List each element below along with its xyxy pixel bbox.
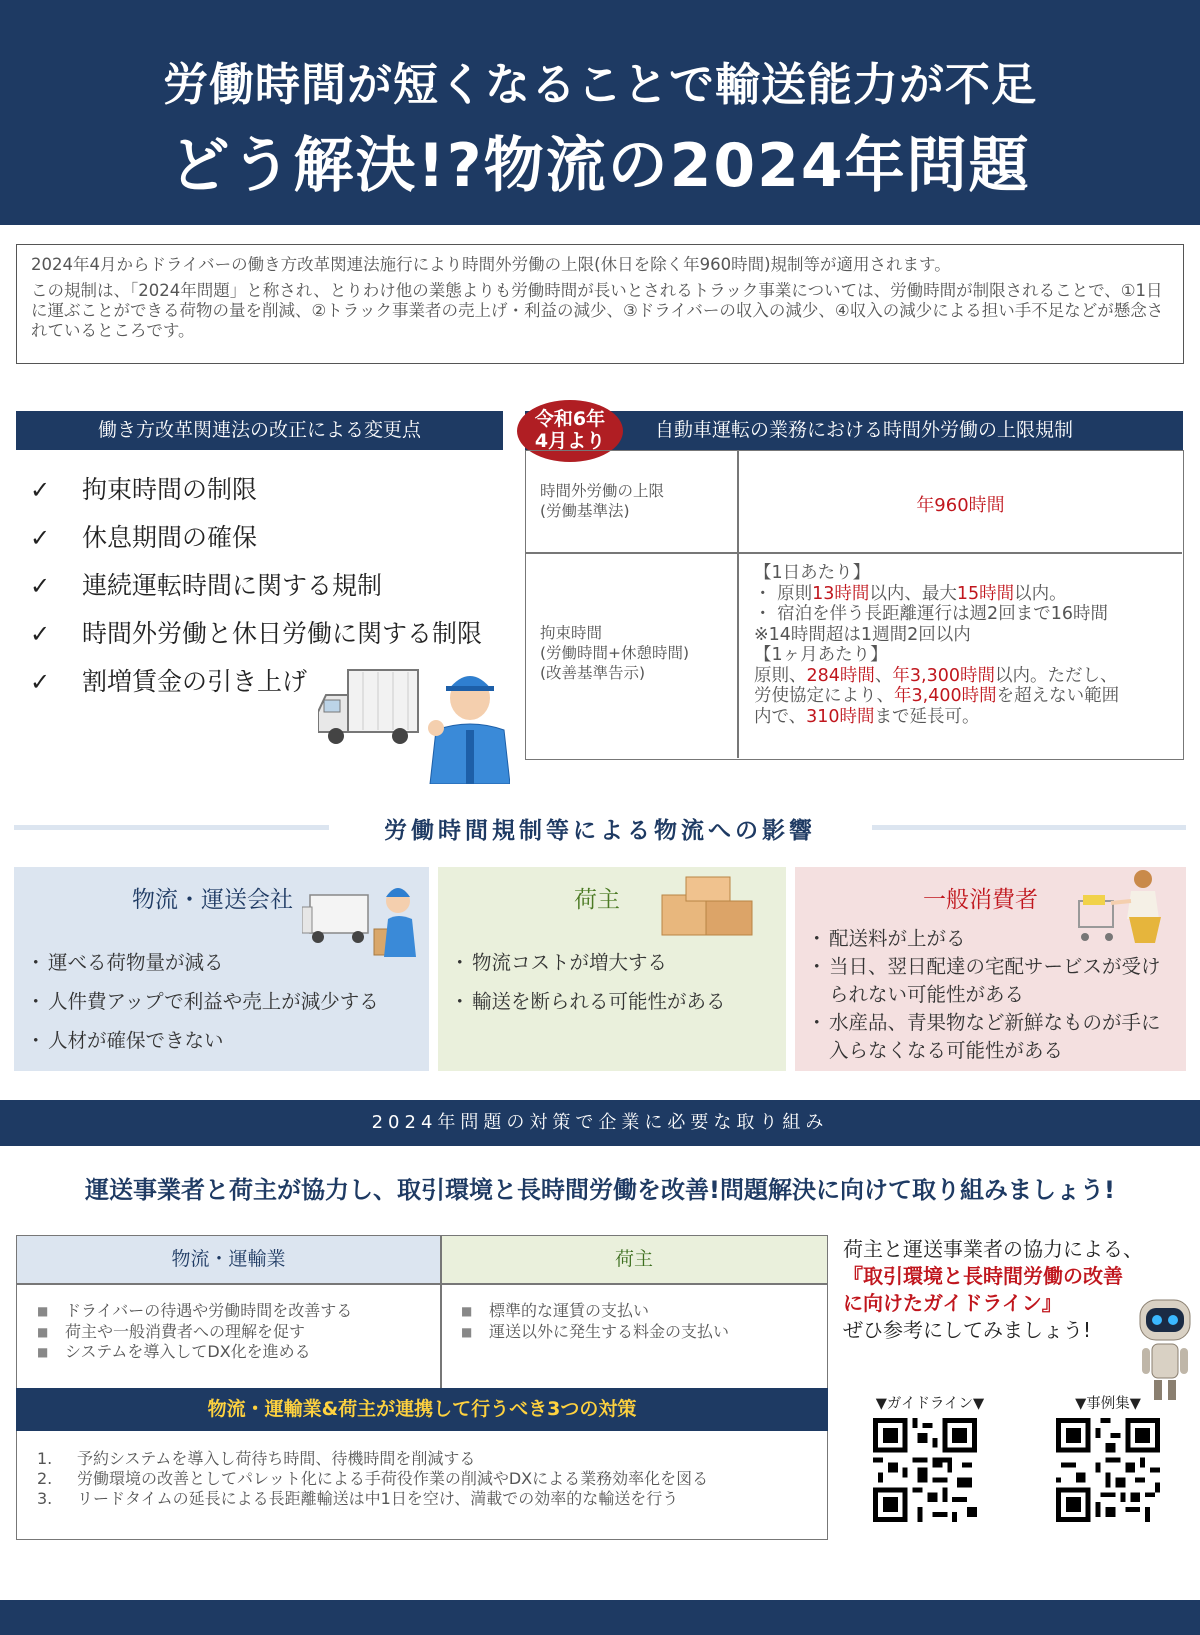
qr-guideline-label: ▼ガイドライン▼ [875,1396,985,1412]
footer-bar [0,1600,1200,1635]
measures-col-shipper-header: 荷主 [441,1236,827,1283]
shipper-measures-list [461,1301,729,1342]
intro-box [16,244,1184,364]
list-item: 3. リードタイムの延長による長距離輸送は中1日を空け、満載での効率的な輸送を行う [37,1489,679,1508]
impact-section-title: 労働時間規制等による物流への影響 [0,812,1200,842]
list-item: ・ 物流コストが増大する [450,943,726,982]
guideline-promo: 荷主と運送事業者の協力による、 『取引環境と長時間労働の改善 に向けたガイドライン』 ぜひ参考にしてみましょう! [843,1237,1143,1342]
checklist-item: ✓ 拘束時間の制限 [30,466,510,514]
call-to-action: 運送事業者と荷主が協力し、取引環境と長時間労働を改善!問題解決に向けて取り組みましょう! [85,1176,1115,1204]
qr-code-cases[interactable] [1056,1418,1160,1522]
list-item: ■ システムを導入してDX化を進める [37,1342,352,1363]
effective-date-badge: 令和6年 4月より [517,400,623,462]
logistics-impact-list [26,943,379,1060]
list-item: 2. 労働環境の改善としてパレット化による手荷役作業の削減やDXによる業務効率化を図る [37,1469,709,1488]
intro-paragraph-1: 2024年4月からドライバーの働き方改革関連法施行により時間外労働の上限(休日を除く年960時間)規制等が適用されます。 [31,255,951,274]
overtime-limit-value: 年960時間 [916,495,1005,516]
qr-cases-label: ▼事例集▼ [1075,1396,1141,1412]
header-title-line2: どう解決!?物流の2024年問題 [169,131,1031,201]
check-icon: ✓ [30,620,51,648]
consumer-impact-list [807,925,1173,1065]
logistics-measures-list [37,1301,352,1363]
qr-code-guideline[interactable] [873,1418,977,1522]
check-icon: ✓ [30,668,51,696]
list-item: ・ 配送料が上がる [807,925,1173,953]
list-item: ■ ドライバーの待遇や労働時間を改善する [37,1301,352,1322]
regulation-table [525,450,1184,760]
robot-mascot-icon [1132,1296,1198,1404]
header-title-line1: 労働時間が短くなることで輸送能力が不足 [162,58,1037,111]
overtime-limit-label: 時間外労働の上限 (労働基準法) [540,482,665,520]
checklist-item: ✓ 休息期間の確保 [30,514,510,562]
joint-measures-title: 物流・運輸業&荷主が連携して行うべき3つの対策 [16,1388,828,1431]
list-item: ・ 人材が確保できない [26,1021,379,1060]
impact-panel-shipper [438,867,786,1071]
checklist-item: ✓ 時間外労働と休日労働に関する制限 [30,610,510,658]
checklist-item: ✓ 連続運転時間に関する規制 [30,562,510,610]
panel-title: 一般消費者 [923,887,1038,913]
binding-time-label: 拘束時間 (労働時間+休憩時間) (改善基準告示) [540,624,690,682]
measures-table [16,1235,828,1389]
changes-title: 働き方改革関連法の改正による変更点 [16,411,503,450]
list-item: ・ 運べる荷物量が減る [26,943,379,982]
list-item: ■ 標準的な運賃の支払い [461,1301,729,1322]
list-item: ・ 当日、翌日配達の宅配サービスが受けられない可能性がある [807,953,1173,1009]
binding-time-value: 【1日あたり】 ・ 原則13時間以内、最大15時間以内。 ・ 宿泊を伴う長距離運行は週2回まで16時間 ※14時間超は1週間2回以内 【1ヶ月あたり】 原則、284時間、年3,300時間以内。ただし、 労使協定により、年3,400時間を超えない範囲 内で、310時間まで延長可。 [754,563,1120,727]
joint-measures-box [16,1431,828,1540]
check-icon: ✓ [30,524,51,552]
list-item: ・ 水産品、青果物など新鮮なものが手に入らなくなる可能性がある [807,1009,1173,1065]
list-item: ・ 人件費アップで利益や売上が減少する [26,982,379,1021]
list-item: ■ 運送以外に発生する料金の支払い [461,1322,729,1343]
truck-driver-illustration [318,660,510,784]
list-item: ■ 荷主や一般消費者への理解を促す [37,1322,352,1343]
joint-measures-list [37,1449,827,1509]
impact-panel-logistics [14,867,429,1071]
check-icon: ✓ [30,572,51,600]
list-item: 1. 予約システムを導入し荷待ち時間、待機時間を削減する [37,1449,476,1468]
panel-title: 荷主 [574,887,620,913]
intro-paragraph-2: この規制は、「2024年問題」と称され、とりわけ他の業態よりも労働時間が長いとされるトラック事業については、労働時間が制限されることで、①1日に運ぶことができる荷物の量を削減、②トラック事業者の売上げ・利益の減少、③ドライバーの収入の減少、④収入の減少による担い手不足などが懸念されているところです。 [31,281,1164,340]
impact-panel-consumer [795,867,1186,1071]
checklist-item: ✓ 割増賃金の引き上げ [30,658,510,706]
measures-col-logistics-header: 物流・運輸業 [17,1236,440,1283]
cardboard-boxes-icon [656,873,758,937]
list-item: ・ 輸送を断られる可能性がある [450,982,726,1021]
header-banner [0,0,1200,225]
panel-title: 物流・運送会社 [132,887,293,913]
check-icon: ✓ [30,476,51,504]
measures-section-bar: 2024年問題の対策で企業に必要な取り組み [0,1100,1200,1146]
shipper-impact-list [450,943,726,1021]
regulation-title: 自動車運転の業務における時間外労働の上限規制 [525,411,1183,450]
